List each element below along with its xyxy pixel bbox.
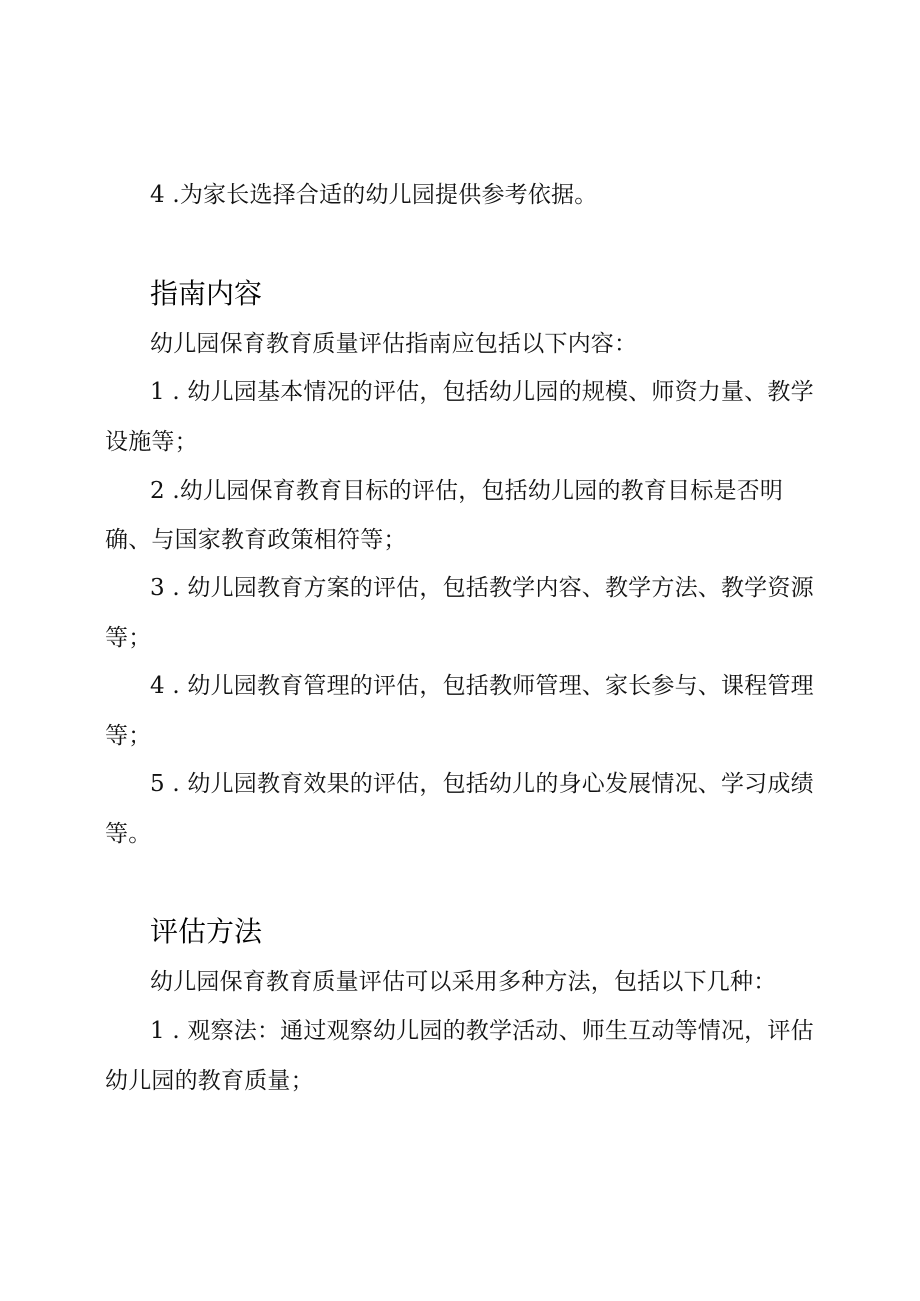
list-item-line1: 3 . 幼儿园教育方案的评估，包括教学内容、教学方法、教学资源 xyxy=(150,575,814,601)
list-item-line2: 等； xyxy=(105,625,152,651)
section-heading-evaluation-methods: 评估方法 xyxy=(150,915,263,948)
section-heading-guide-content: 指南内容 xyxy=(150,277,263,310)
list-item-line1: 1 . 幼儿园基本情况的评估，包括幼儿园的规模、师资力量、教学 xyxy=(150,379,814,405)
list-item-line2: 等； xyxy=(105,723,152,749)
list-item-line2: 等。 xyxy=(105,821,152,847)
list-item-line1: 2 .幼儿园保育教育目标的评估，包括幼儿园的教育目标是否明 xyxy=(150,478,784,504)
intro-item: 4 .为家长选择合适的幼儿园提供参考依据。 xyxy=(150,182,598,208)
list-item-line1: 4 . 幼儿园教育管理的评估，包括教师管理、家长参与、课程管理 xyxy=(150,673,814,699)
list-item-line1: 5 . 幼儿园教育效果的评估，包括幼儿的身心发展情况、学习成绩 xyxy=(150,771,814,797)
section-intro-paragraph: 幼儿园保育教育质量评估可以采用多种方法，包括以下几种： xyxy=(150,969,777,995)
list-item-line2: 确、与国家教育政策相符等； xyxy=(105,527,407,553)
list-item-line2: 幼儿园的教育质量； xyxy=(105,1068,314,1094)
list-item-line2: 设施等； xyxy=(105,429,198,455)
section-intro-paragraph: 幼儿园保育教育质量评估指南应包括以下内容： xyxy=(150,331,638,357)
list-item-line1: 1 . 观察法：通过观察幼儿园的教学活动、师生互动等情况，评估 xyxy=(150,1018,814,1044)
